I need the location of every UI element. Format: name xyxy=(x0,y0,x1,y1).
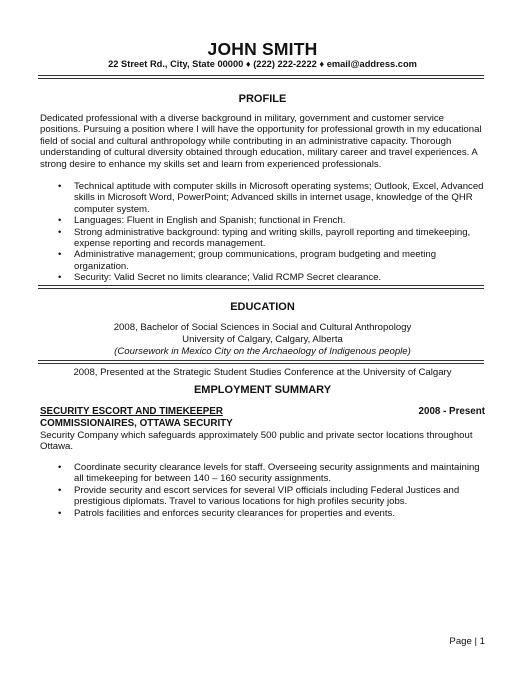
education-school: University of Calgary, Calgary, Alberta xyxy=(182,334,343,345)
education-presentation: 2008, Presented at the Strategic Student Studies Conference at the University of Calgary xyxy=(73,367,452,378)
header-divider xyxy=(38,75,484,79)
employment-heading: EMPLOYMENT SUMMARY xyxy=(193,384,332,396)
education-heading: EDUCATION xyxy=(230,301,295,313)
education-divider xyxy=(38,360,484,364)
list-item: • Security: Valid Secret no limits clearance; Valid RCMP Secret clearance. xyxy=(58,272,486,283)
education-coursework: (Coursework in Mexico City on the Archaeology of Indigenous people) xyxy=(114,346,411,357)
list-item: • Technical aptitude with computer skills in Microsoft operating systems; Outlook, Excel, Advanced skills in Microsoft Word, PowerPoint; Advanced skills in internet usage, knowledge of the QHR computer system. xyxy=(58,181,486,215)
employment-bullet-list xyxy=(58,462,486,519)
profile-bullet-list xyxy=(58,181,486,284)
page-number: Page | 1 xyxy=(449,636,485,647)
list-item: • Languages: Fluent in English and Spanish; functional in French. xyxy=(58,215,486,226)
company-description: Security Company which safeguards approximately 500 public and private sector locations throughout Ottawa. xyxy=(40,430,473,453)
job-dates: 2008 - Present xyxy=(418,406,485,417)
job-title: SECURITY ESCORT AND TIMEKEEPER xyxy=(40,406,223,417)
list-item: • Patrols facilities and enforces security clearances for properties and events. xyxy=(58,508,486,519)
contact-line: 22 Street Rd., City, State 00000 ♦ (222) 222-2222 ♦ email@address.com xyxy=(108,59,417,69)
list-item: • Strong administrative background: typing and writing skills, payroll reporting and timekeeping, expense reporting and records management. xyxy=(58,227,486,250)
candidate-name: JOHN SMITH xyxy=(207,39,318,59)
list-item: • Provide security and escort services for several VIP officials including Federal Justices and prestigious diplomats. Travel to various locations for high profiles security jobs. xyxy=(58,485,486,508)
company-name: COMMISSIONAIRES, OTTAWA SECURITY xyxy=(40,418,233,429)
education-degree: 2008, Bachelor of Social Sciences in Social and Cultural Anthropology xyxy=(113,322,412,333)
list-item: • Administrative management; group communications, program budgeting and meeting organization. xyxy=(58,249,486,272)
list-item: • Coordinate security clearance levels for staff. Overseeing security assignments and maintaining all timekeeping for between 140 – 160 security assignments. xyxy=(58,462,486,485)
profile-heading: PROFILE xyxy=(238,93,287,105)
profile-summary: Dedicated professional with a diverse background in military, government and customer service positions. Pursuing a position where I will have the opportunity for professional growth in my educational field of social and cultural anthropology while contributing in an administrative capacity. Thorough understanding of cultural diversity obtained through education, military career and travel experiences. A strong desire to enhance my skills set and learn from experienced professionals. xyxy=(40,113,482,170)
profile-divider xyxy=(38,285,484,289)
